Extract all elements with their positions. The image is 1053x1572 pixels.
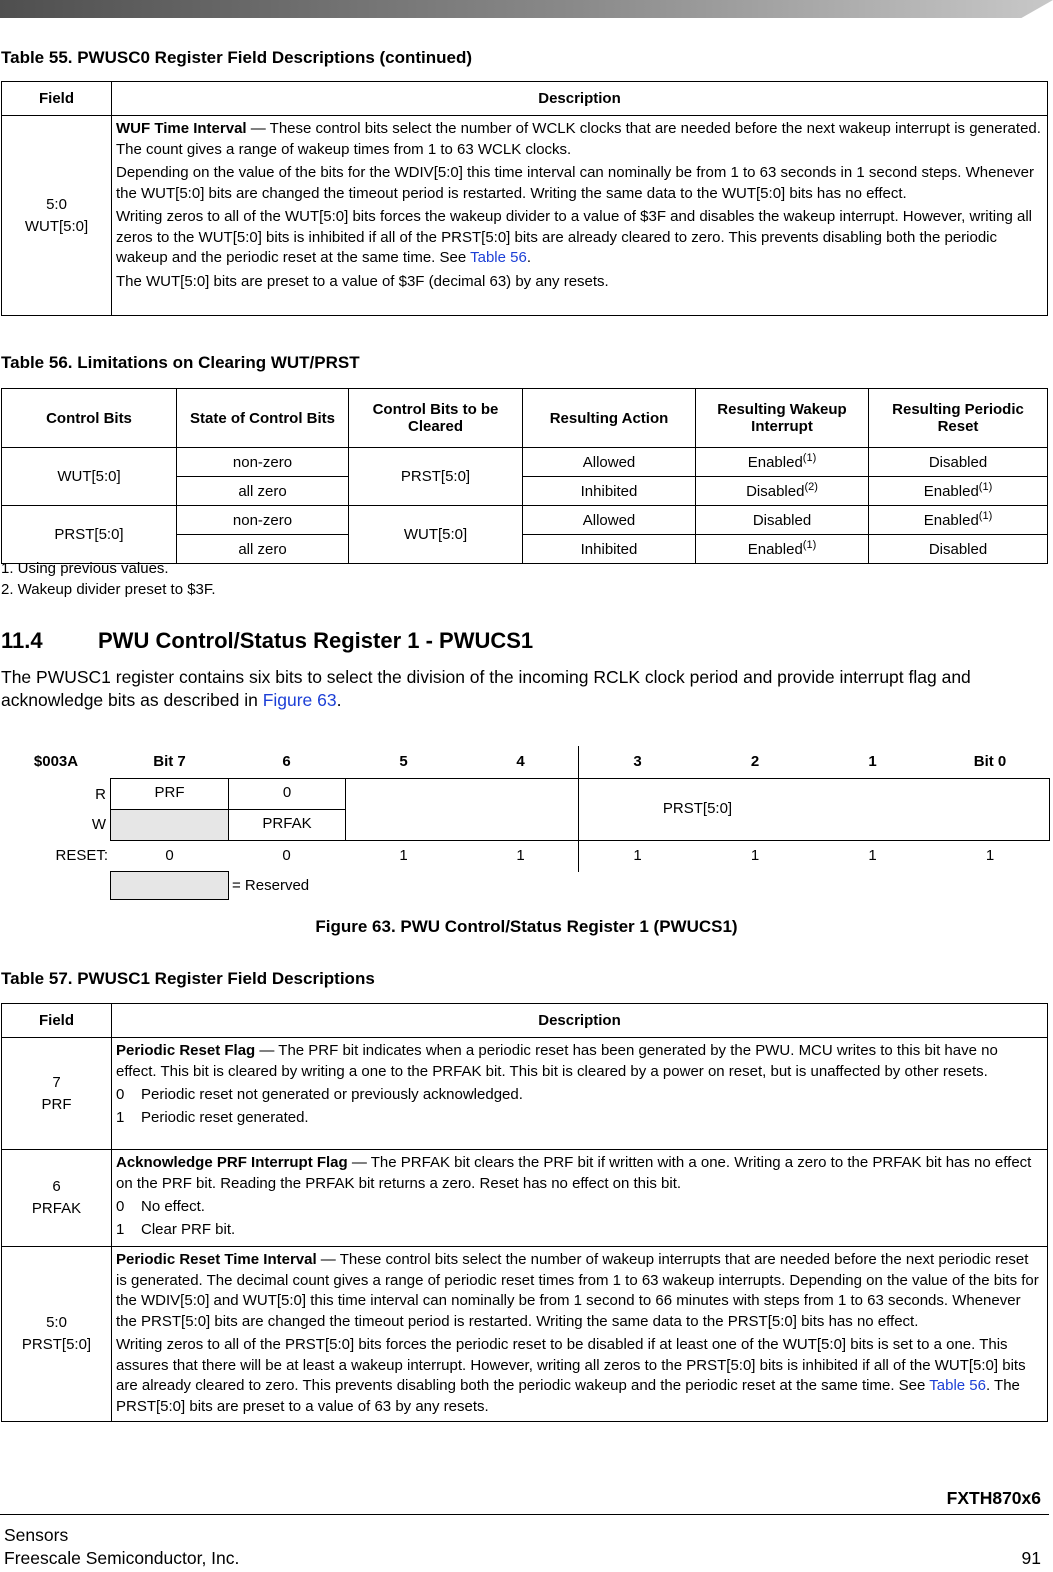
table56-cell: PRST[5:0]: [2, 506, 177, 564]
desc-text: — These control bits select the number of WCLK clocks that are needed before the next wakeup interrupt is generated. The count gives a range of wakeup times from 1 to 63 WCLK clocks.: [116, 120, 1041, 158]
prfak-label: PRFAK: [262, 815, 312, 832]
reserved-legend-label: = Reserved: [232, 877, 310, 894]
body-text: The PWUSC1 register contains six bits to select the division of the incoming RCLK clock period and provide interrupt flag and acknowledge bits as described in: [1, 667, 971, 710]
section-title: PWU Control/Status Register 1 - PWUCS1: [98, 628, 534, 653]
reset-row-label: RESET:: [55, 847, 108, 864]
field-title: Periodic Reset Time Interval: [116, 1251, 317, 1268]
figure63-link[interactable]: Figure 63: [262, 690, 337, 710]
table56-cell: Allowed: [523, 506, 696, 535]
reserved-legend-swatch: [110, 871, 229, 900]
table56-cell: Disabled$^{(2)}$: [696, 477, 869, 506]
option-row: 1 Clear PRF bit.: [116, 1220, 236, 1238]
field-name: PRF: [41, 1095, 72, 1113]
bit-header: Bit 7: [153, 753, 186, 770]
table56-cell: Inhibited: [523, 535, 696, 564]
bit6-read-cell: [228, 778, 346, 810]
doc-id: FXTH870x6: [946, 1488, 1041, 1508]
table57-description-cell: [112, 1247, 1048, 1422]
reset-value: 1: [516, 847, 525, 864]
bit-header: 3: [633, 753, 642, 770]
bit7-read-cell: [110, 778, 229, 810]
desc-text: Depending on the value of the bits for the WDIV[5:0] this time interval can nominally be from 1 to 63 seconds in 1 second steps. Whenever the WUT[5:0] bits are changed the timeout period is restarted. Writing the same data to the WUT[5:0] bits has no effect.: [116, 164, 1034, 202]
table56-cell: Enabled$^{(1)}$: [696, 448, 869, 477]
table55-header-description: Description: [112, 82, 1048, 116]
field-title: WUF Time Interval: [116, 120, 247, 137]
field-bits: 6: [52, 1178, 61, 1195]
table57-field-cell: [2, 1247, 112, 1422]
table57-field-cell: [2, 1150, 112, 1247]
table56-cell: Allowed: [523, 448, 696, 477]
table56-header: Control Bits to be Cleared: [349, 389, 523, 448]
table56-link[interactable]: Table 56: [470, 249, 527, 266]
option-row: 0 Periodic reset not generated or previously acknowledged.: [116, 1086, 523, 1103]
table-row: [2, 1150, 1048, 1247]
bit6-read-value: 0: [282, 784, 292, 801]
table57-field-cell: [2, 1038, 112, 1150]
bit-header: 2: [750, 753, 760, 770]
write-row-label: W: [91, 816, 106, 833]
field-bits: 5:0: [46, 195, 67, 213]
table56-header: State of Control Bits: [177, 389, 349, 448]
table56-cell: Enabled$^{(1)}$: [869, 506, 1048, 535]
table57-description-cell: [112, 1150, 1048, 1247]
table56-caption: Table 56. Limitations on Clearing WUT/PRST: [1, 353, 360, 372]
table57-description-cell: [112, 1038, 1048, 1150]
reset-value: 1: [399, 847, 408, 864]
body-text: .: [336, 690, 342, 710]
table56-cell: Enabled$^{(1)}$: [869, 477, 1048, 506]
option-row: 1 Periodic reset generated.: [116, 1108, 309, 1126]
desc-text: — The PRF bit indicates when a periodic reset has been generated by the PWU. MCU writes to this bit have no effect. This bit is cleared by writing a one to the PRFAK bit. This bit is cleared by a power on reset, but is unaffected by other resets.: [116, 1042, 998, 1080]
reset-value: 0: [165, 847, 174, 864]
reset-value: 0: [282, 847, 291, 864]
table56-header: Control Bits: [2, 389, 177, 448]
table56-link[interactable]: Table 56: [929, 1377, 986, 1394]
bit-header: 5: [399, 753, 408, 770]
table56-cell: non-zero: [177, 506, 349, 535]
field-bits: 7: [52, 1073, 61, 1091]
table56-cell: all zero: [177, 535, 349, 564]
footer-rule: [0, 1514, 1049, 1515]
table57: [1, 1003, 1048, 1422]
field-name: PRFAK: [31, 1200, 82, 1217]
table57-header-description: Description: [112, 1004, 1048, 1038]
bit-header: 1: [868, 753, 877, 770]
option-row: 0 No effect.: [116, 1198, 205, 1215]
desc-text: — The PRFAK bit clears the PRF bit if written with a one. Writing a zero to the PRFAK bit has no effect on the PRF bit. Reading the PRFAK bit returns a zero. Reset has no effect on this bit.: [116, 1154, 1032, 1192]
bit7-write-reserved-cell: [110, 809, 229, 841]
desc-text: — These control bits select the number of wakeup interrupts that are needed before the next periodic reset is generated. The decimal count gives a range of periodic reset times from 1 to 63 wakeup interrupts. Depending on the value of the bits for the WDIV[5:0] and WUT[5:0] this time interval can nominally be from 1 second to 66 minutes with steps from 1 to 63 seconds. Whenever the PRST[5:0] bits are changed the timeout period is restarted. Writing the same data to the PRST[5:0] bits has no effect.: [116, 1251, 1039, 1330]
table-row: [2, 1247, 1048, 1422]
table56-header: Resulting Wakeup Interrupt: [696, 389, 869, 448]
footer-category: Sensors: [4, 1525, 69, 1545]
table-row: [2, 1038, 1048, 1150]
field-bits: 5:0: [46, 1314, 67, 1331]
table57-header-field: Field: [2, 1004, 112, 1038]
reset-value: 1: [633, 847, 642, 864]
table56-cell: WUT[5:0]: [2, 448, 177, 506]
field-name: PRST[5:0]: [21, 1336, 92, 1353]
table57-caption: Table 57. PWUSC1 Register Field Descriptions: [1, 969, 375, 988]
reset-value: 1: [985, 847, 995, 864]
prst-label: PRST[5:0]: [662, 800, 733, 817]
table56-cell: Inhibited: [523, 477, 696, 506]
bit-header: Bit 0: [973, 753, 1007, 770]
table55-caption: Table 55. PWUSC0 Register Field Descriptions (continued): [1, 48, 473, 67]
table56-cell: Disabled: [869, 535, 1048, 564]
reset-value: 1: [750, 847, 760, 864]
bit-header: 6: [282, 753, 291, 770]
table56-cell: non-zero: [177, 448, 349, 477]
table56-note-2: 2. Wakeup divider preset to $3F.: [1, 581, 216, 598]
desc-text: Writing zeros to all of the WUT[5:0] bits forces the wakeup divider to a value of $3F and disables the wakeup interrupt. However, writing all zeros to the WUT[5:0] bits is inhibited if all of the PRST[5:0] bits are already cleared to zero. This prevents disabling both the periodic wakeup and the periodic reset at the same time. See: [116, 208, 1033, 266]
footer-company: Freescale Semiconductor, Inc.: [4, 1548, 240, 1568]
prst-field-cell: [345, 778, 1050, 841]
table56-cell: WUT[5:0]: [349, 506, 523, 564]
field-name: WUT[5:0]: [24, 217, 89, 235]
field-title: Acknowledge PRF Interrupt Flag: [116, 1154, 348, 1171]
figure63-caption: Figure 63. PWU Control/Status Register 1 (PWUCS1): [315, 917, 738, 936]
table56-cell: PRST[5:0]: [349, 448, 523, 506]
read-row-label: R: [95, 786, 106, 803]
bit-header: 4: [516, 753, 525, 770]
desc-text: .: [526, 249, 531, 266]
page-number: 91: [1021, 1548, 1041, 1568]
prf-label: PRF: [154, 784, 185, 801]
table55-header-field: Field: [2, 82, 112, 116]
register-address: $003A: [33, 753, 79, 770]
table56-header: Resulting Action: [523, 389, 696, 448]
table56-cell: Enabled$^{(1)}$: [696, 535, 869, 564]
table56-cell: Disabled: [869, 448, 1048, 477]
bit6-write-cell: [228, 809, 346, 841]
table56-note-1: 1. Using previous values.: [1, 560, 169, 577]
desc-text: . The PRST[5:0] bits are preset to a value of 63 by any resets.: [116, 1377, 1020, 1415]
field-title: Periodic Reset Flag: [116, 1042, 256, 1059]
reset-value: 1: [868, 847, 877, 864]
table56-cell: Disabled: [696, 506, 869, 535]
table56-cell: all zero: [177, 477, 349, 506]
desc-text: The WUT[5:0] bits are preset to a value of $3F (decimal 63) by any resets.: [116, 272, 609, 290]
section-number: 11.4: [1, 628, 43, 653]
table56-header: Resulting Periodic Reset: [869, 389, 1048, 448]
desc-text: Writing zeros to all of the PRST[5:0] bits forces the periodic reset to be disabled if at least one of the WUT[5:0] bits is set to a one. This assures that there will be at least a wakeup interrupt. However, writing all zeros to the PRST[5:0] bits is inhibited if all of the WUT[5:0] bits are already cleared to zero. This prevents disabling both the periodic wakeup and the periodic reset at the same time. See: [116, 1336, 1026, 1394]
